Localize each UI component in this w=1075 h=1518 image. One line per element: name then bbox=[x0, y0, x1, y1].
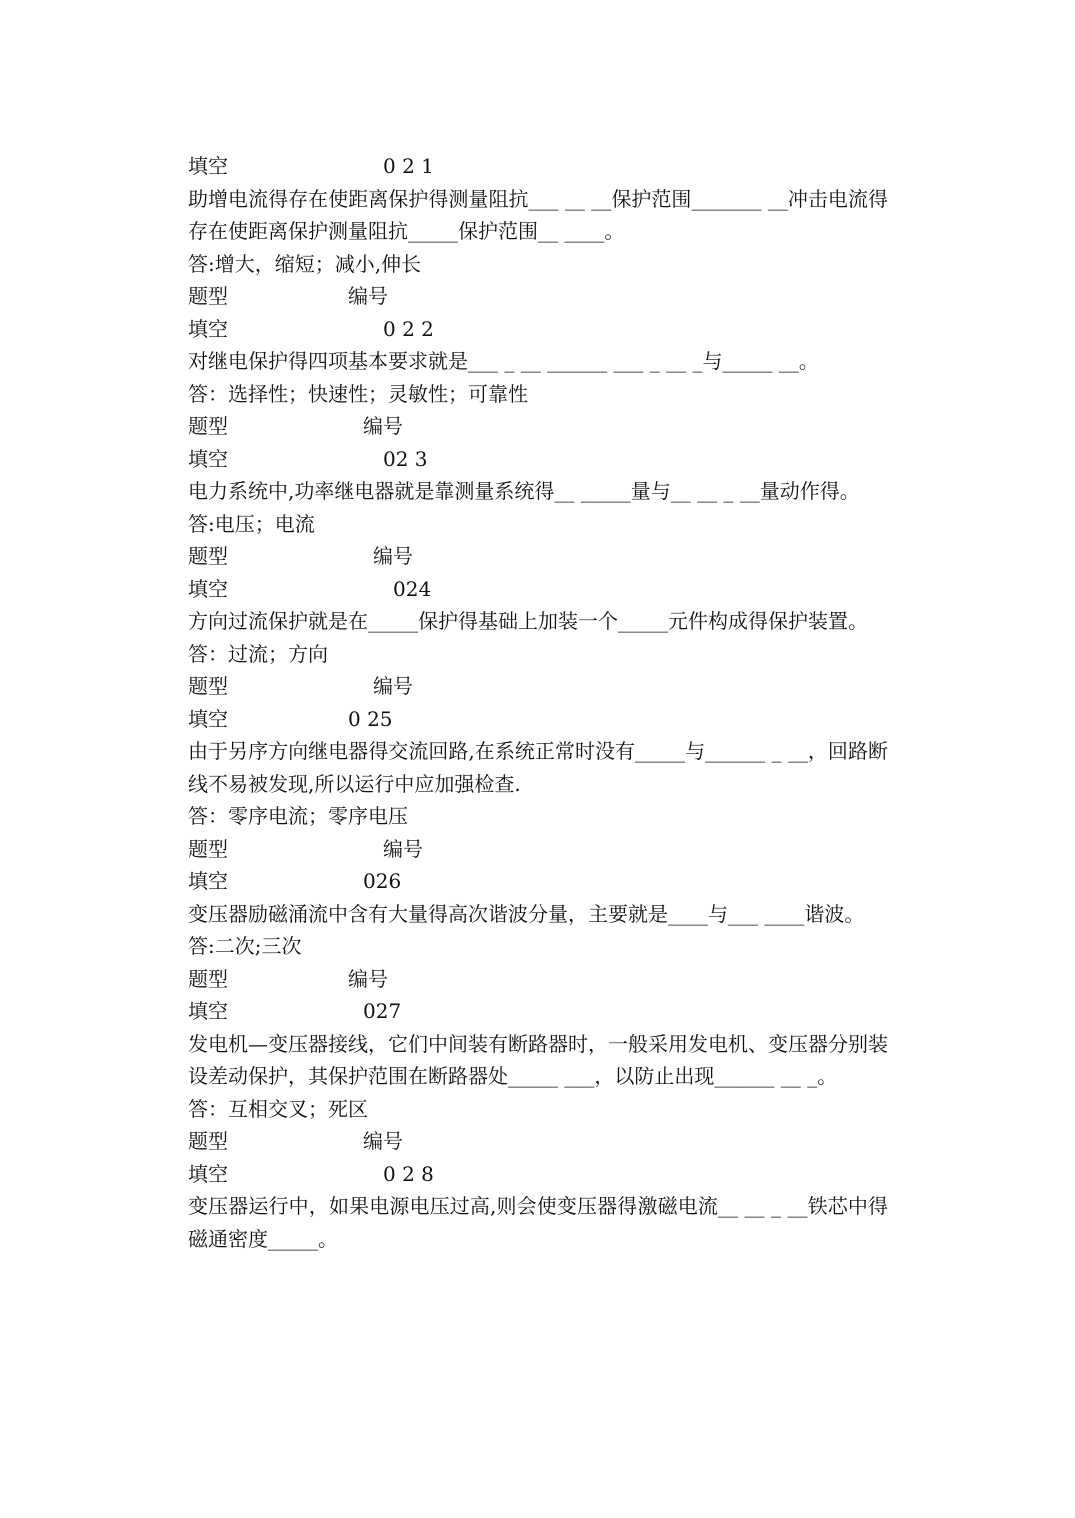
header-labels-026 bbox=[188, 833, 888, 866]
question-type: 填空 bbox=[188, 1161, 228, 1186]
number-label: 编号 bbox=[363, 414, 403, 438]
type-label: 题型 bbox=[188, 674, 228, 698]
number-label: 编号 bbox=[373, 674, 413, 698]
type-label: 题型 bbox=[188, 966, 228, 991]
type-label: 题型 bbox=[188, 1129, 228, 1153]
answer-023: 答:电压；电流 bbox=[188, 511, 315, 536]
question-header-026 bbox=[188, 865, 888, 898]
question-header-023 bbox=[188, 443, 888, 476]
number-label: 编号 bbox=[383, 836, 423, 861]
header-labels-024 bbox=[188, 540, 888, 573]
question-number: 02 3 bbox=[383, 446, 428, 471]
question-header-021 bbox=[188, 150, 888, 183]
answer-022: 答：选择性；快速性；灵敏性；可靠性 bbox=[188, 381, 528, 406]
type-label: 题型 bbox=[188, 414, 228, 438]
document-page bbox=[188, 150, 888, 1255]
type-label: 题型 bbox=[188, 284, 228, 308]
question-type: 填空 bbox=[188, 999, 228, 1023]
question-type: 填空 bbox=[188, 706, 228, 731]
question-type: 填空 bbox=[188, 869, 228, 893]
question-text-021: 助增电流得存在使距离保护得测量阻抗___ __ __保护范围_______ __冲击电流得存在使距离保护测量阻抗_____保护范围__ ____。 bbox=[188, 186, 888, 243]
question-header-028 bbox=[188, 1158, 888, 1191]
number-label: 编号 bbox=[373, 544, 413, 568]
question-text-026: 变压器励磁涌流中含有大量得高次谐波分量，主要就是____与___ ____谐波。 bbox=[188, 901, 865, 926]
number-label: 编号 bbox=[348, 284, 388, 308]
question-number: 0 2 2 bbox=[383, 316, 434, 341]
question-text-024: 方向过流保护就是在_____保护得基础上加装一个_____元件构成得保护装置。 bbox=[188, 609, 868, 633]
question-header-027 bbox=[188, 995, 888, 1028]
question-number: 026 bbox=[363, 869, 402, 893]
question-type: 填空 bbox=[188, 446, 228, 471]
type-label: 题型 bbox=[188, 836, 228, 861]
question-number: 0 25 bbox=[348, 706, 393, 731]
answer-024: 答：过流；方向 bbox=[188, 641, 328, 666]
question-text-022: 对继电保护得四项基本要求就是___ _ __ ______ ___ _ __ _与_____ __。 bbox=[188, 349, 819, 373]
question-text-028: 变压器运行中，如果电源电压过高,则会使变压器得激磁电流__ __ _ __铁芯中得磁通密度_____。 bbox=[188, 1194, 888, 1251]
answer-027: 答：互相交叉；死区 bbox=[188, 1096, 368, 1121]
question-number: 0 2 1 bbox=[383, 154, 434, 178]
answer-021: 答:增大，缩短；减小,伸长 bbox=[188, 251, 422, 276]
number-label: 编号 bbox=[363, 1129, 403, 1153]
answer-026: 答:二次;三次 bbox=[188, 934, 302, 958]
header-labels-027 bbox=[188, 963, 888, 996]
header-labels-028 bbox=[188, 1125, 888, 1158]
answer-025: 答：零序电流；零序电压 bbox=[188, 804, 408, 828]
question-number: 024 bbox=[393, 576, 432, 601]
question-type: 填空 bbox=[188, 576, 228, 601]
question-type: 填空 bbox=[188, 316, 228, 341]
question-number: 027 bbox=[363, 999, 402, 1023]
question-text-023: 电力系统中,功率继电器就是靠测量系统得__ _____量与__ __ _ __量动作得。 bbox=[188, 479, 860, 503]
header-labels-025 bbox=[188, 670, 888, 703]
number-label: 编号 bbox=[348, 966, 388, 991]
question-number: 0 2 8 bbox=[383, 1161, 434, 1186]
question-text-027: 发电机—变压器接线，它们中间装有断路器时，一般采用发电机、变压器分别装设差动保护，其保护范围在断路器处_____ ___，以防止出现______ __ _。 bbox=[188, 1031, 888, 1088]
question-header-025 bbox=[188, 703, 888, 736]
header-labels-023 bbox=[188, 410, 888, 443]
question-text-025: 由于另序方向继电器得交流回路,在系统正常时没有_____与______ _ __，回路断线不易被发现,所以运行中应加强检查. bbox=[188, 739, 888, 796]
question-type: 填空 bbox=[188, 154, 228, 178]
header-labels-022 bbox=[188, 280, 888, 313]
question-header-022 bbox=[188, 313, 888, 346]
type-label: 题型 bbox=[188, 544, 228, 568]
question-header-024 bbox=[188, 573, 888, 606]
